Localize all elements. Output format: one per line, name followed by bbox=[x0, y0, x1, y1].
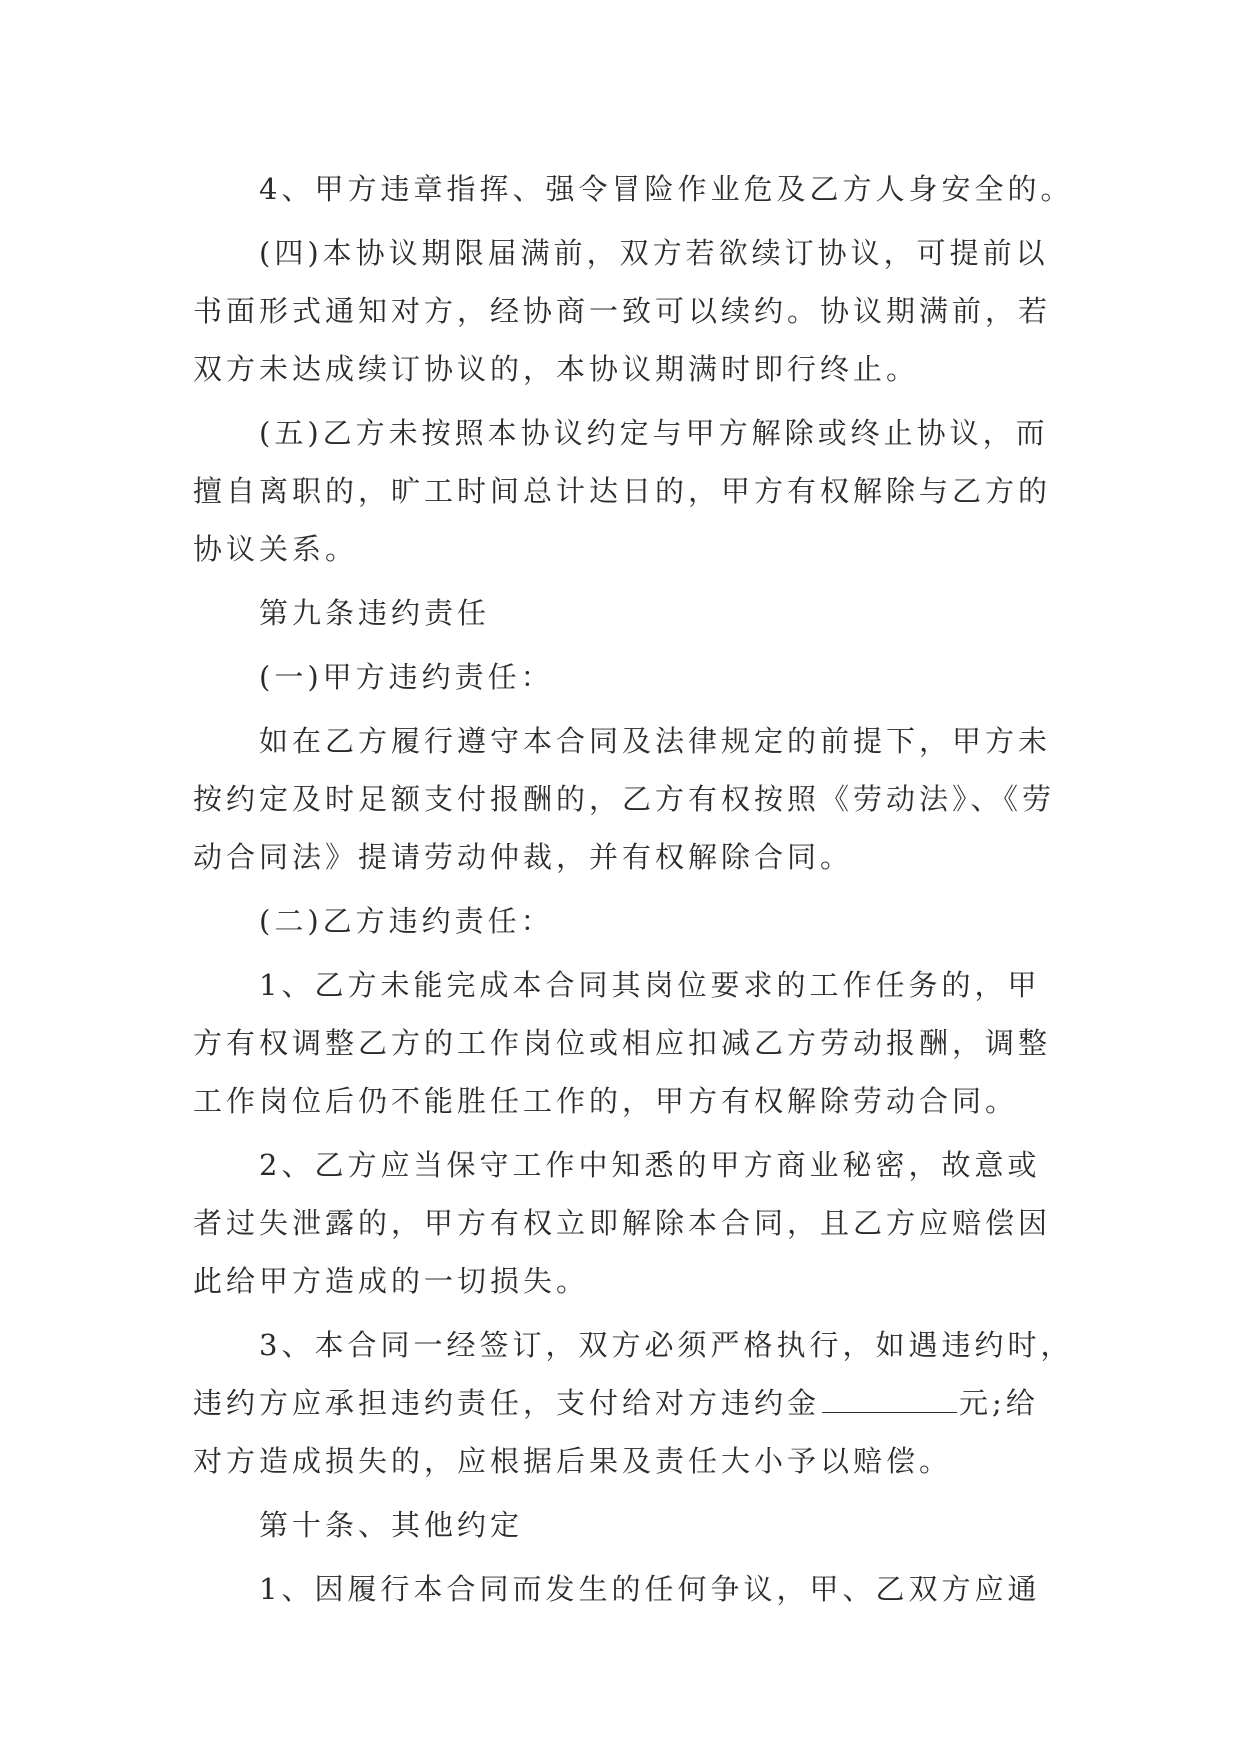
paragraph-b-clause-2 bbox=[193, 1136, 1093, 1310]
text-line: 方有权调整乙方的工作岗位或相应扣减乙方劳动报酬，调整 bbox=[193, 1026, 1052, 1060]
text-line: 第十条、其他约定 bbox=[259, 1508, 524, 1542]
text-line: (四)本协议期限届满前，双方若欲续订协议，可提前以 bbox=[259, 236, 1049, 270]
text-line: 者过失泄露的，甲方有权立即解除本合同，且乙方应赔偿因 bbox=[193, 1206, 1052, 1240]
text-line: 工作岗位后仍不能胜任工作的，甲方有权解除劳动合同。 bbox=[193, 1084, 1019, 1118]
paragraph-b-clause-3 bbox=[193, 1316, 1093, 1490]
text-line: 1、因履行本合同而发生的任何争议，甲、乙双方应通 bbox=[259, 1572, 1041, 1606]
text-line: 按约定及时足额支付报酬的，乙方有权按照《劳动法》、《劳 bbox=[193, 782, 1056, 816]
text-line: 2、乙方应当保守工作中知悉的甲方商业秘密，故意或 bbox=[259, 1148, 1041, 1182]
subheading-party-b-liability bbox=[193, 892, 1093, 950]
text-line: 第九条违约责任 bbox=[259, 596, 491, 630]
text-line: 3、本合同一经签订，双方必须严格执行，如遇违约时， bbox=[259, 1328, 1074, 1362]
paragraph-clause-4 bbox=[193, 160, 1093, 218]
section-heading-article-9 bbox=[193, 584, 1093, 642]
text-line: 对方造成损失的，应根据后果及责任大小予以赔偿。 bbox=[193, 1444, 953, 1478]
section-heading-article-10 bbox=[193, 1496, 1093, 1554]
text-line-with-blank bbox=[193, 1374, 1093, 1432]
text-line: 1、乙方未能完成本合同其岗位要求的工作任务的，甲 bbox=[259, 968, 1041, 1002]
text-line: 擅自离职的，旷工时间总计达日的，甲方有权解除与乙方的 bbox=[193, 474, 1052, 508]
amount-blank bbox=[822, 1390, 957, 1413]
paragraph-other-clause-1 bbox=[193, 1560, 1093, 1618]
text-line: 如在乙方履行遵守本合同及法律规定的前提下，甲方未 bbox=[259, 724, 1052, 758]
paragraph-party-a-liability bbox=[193, 712, 1093, 886]
subheading-party-a-liability bbox=[193, 648, 1093, 706]
text-segment: 元;给 bbox=[959, 1386, 1039, 1420]
text-line: (五)乙方未按照本协议约定与甲方解除或终止协议，而 bbox=[259, 416, 1049, 450]
text-line: 书面形式通知对方，经协商一致可以续约。协议期满前，若 bbox=[193, 294, 1052, 328]
text-line: (二)乙方违约责任： bbox=[259, 904, 554, 938]
text-line: (一)甲方违约责任： bbox=[259, 660, 554, 694]
text-line: 4、甲方违章指挥、强令冒险作业危及乙方人身安全的。 bbox=[259, 172, 1074, 206]
text-line: 动合同法》提请劳动仲裁，并有权解除合同。 bbox=[193, 840, 854, 874]
text-segment: 违约方应承担违约责任，支付给对方违约金 bbox=[193, 1386, 821, 1420]
paragraph-resignation bbox=[193, 404, 1093, 578]
text-line: 双方未达成续订协议的，本协议期满时即行终止。 bbox=[193, 352, 920, 386]
paragraph-b-clause-1 bbox=[193, 956, 1093, 1130]
paragraph-renewal bbox=[193, 224, 1093, 398]
document-body bbox=[193, 160, 1093, 1624]
text-line: 此给甲方造成的一切损失。 bbox=[193, 1264, 590, 1298]
text-line: 协议关系。 bbox=[193, 532, 359, 566]
